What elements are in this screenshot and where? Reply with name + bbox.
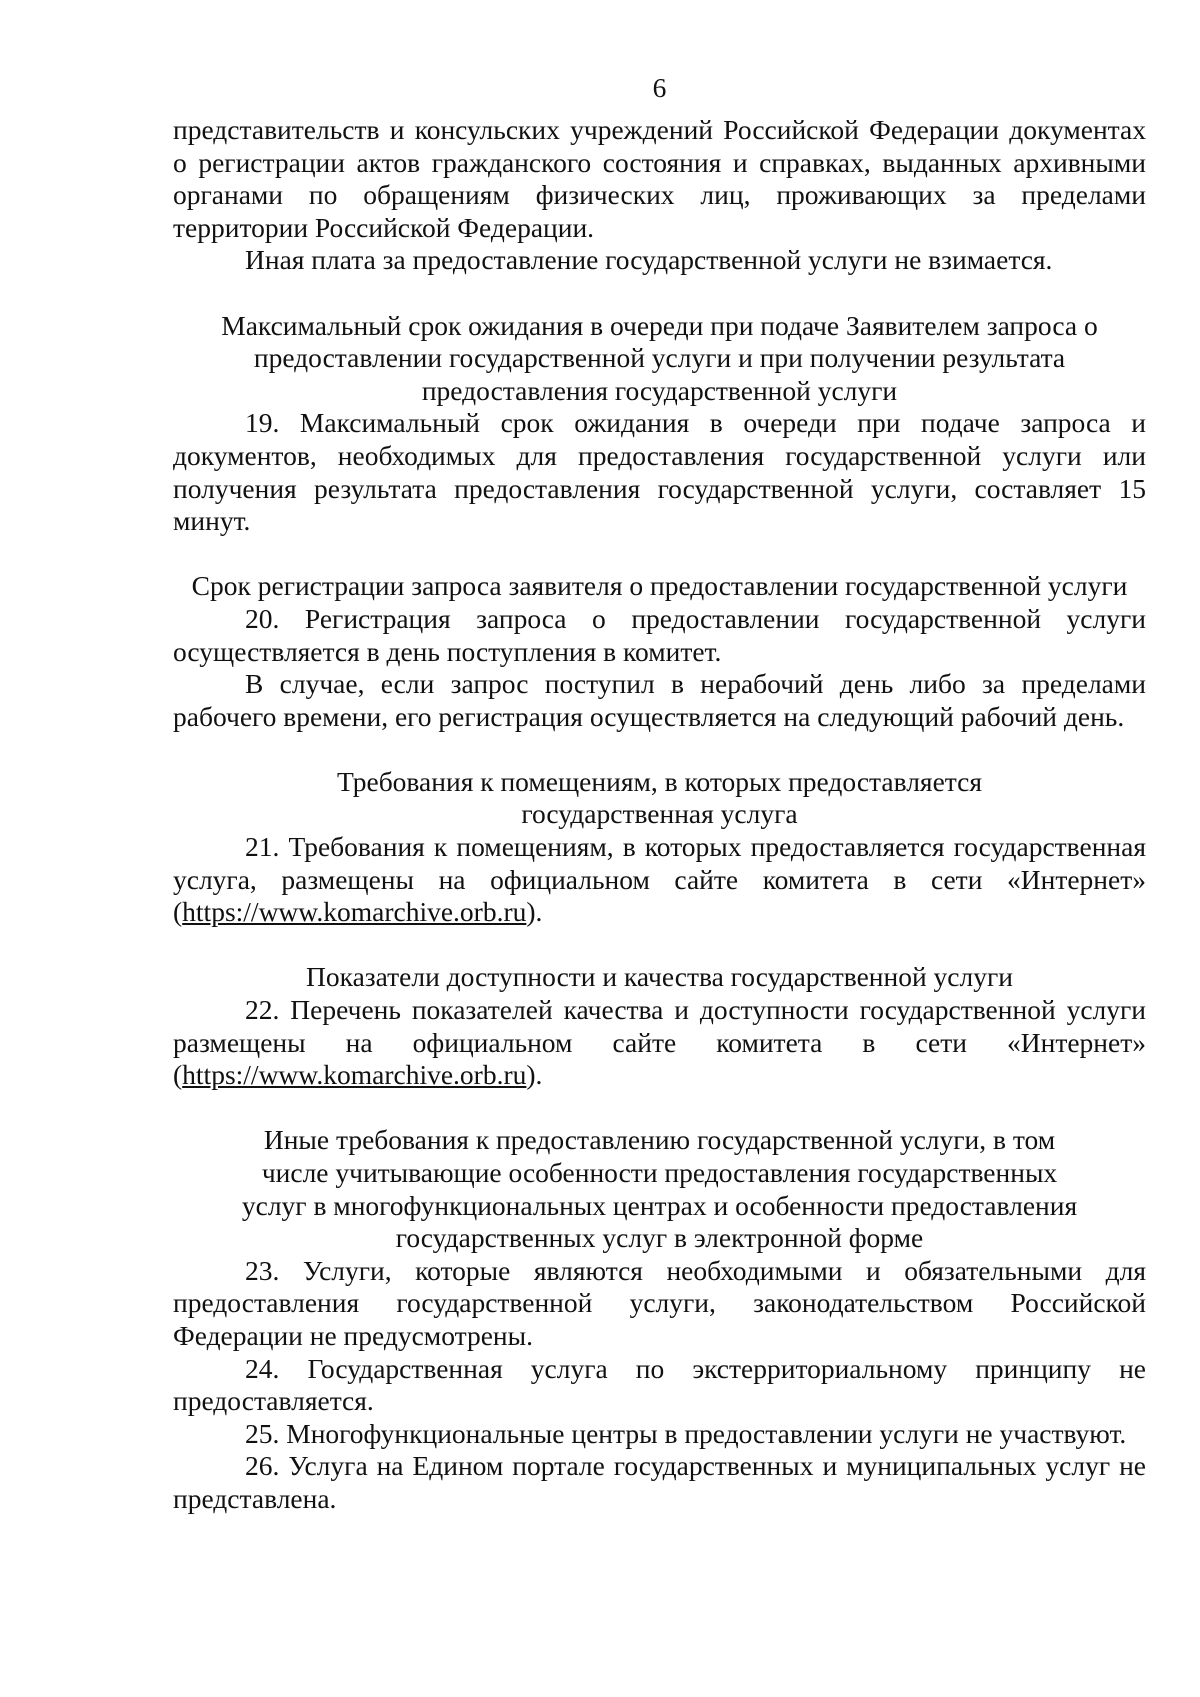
paragraph-21 xyxy=(173,831,1146,929)
spacer xyxy=(173,929,1146,962)
paragraph-23: 23. Услуги, которые являются необходимыми и обязательными для предоставления государственной услуги, законодательством Российской Федерации не предусмотрены. xyxy=(173,1254,1146,1351)
paragraph-21-end: ). xyxy=(526,896,543,928)
document-page xyxy=(173,72,1146,1516)
section-heading-queue-time: Максимальный срок ожидания в очереди при подаче Заявителем запроса о предоставлении государственной услуги и при получении результата предоставления государственной услуги xyxy=(221,309,1098,406)
paragraph-22 xyxy=(173,994,1146,1092)
section-heading-quality-indicators: Показатели доступности и качества государственной услуги xyxy=(306,961,1013,993)
paragraph-continuation: представительств и консульских учреждений Российской Федерации документах о регистрации актов гражданского состояния и справках, выданных архивными органами по обращениям физических лиц, проживающих за пределами территории Российской Федерации. xyxy=(173,114,1146,243)
paragraph-22-end: ). xyxy=(526,1059,543,1091)
section-heading-registration-term: Срок регистрации запроса заявителя о предоставлении государственной услуги xyxy=(191,570,1128,602)
spacer xyxy=(173,733,1146,766)
spacer xyxy=(173,1092,1146,1125)
spacer xyxy=(173,277,1146,310)
paragraph-26: 26. Услуга на Едином портале государственных и муниципальных услуг не представлена. xyxy=(173,1450,1146,1514)
komarchive-link[interactable]: https://www.komarchive.orb.ru xyxy=(182,896,527,928)
section-heading-premises: Требования к помещениям, в которых предоставляется государственная услуга xyxy=(336,765,982,830)
page-number: 6 xyxy=(652,72,667,103)
paragraph-24: 24. Государственная услуга по экстерриториальному принципу не предоставляется. xyxy=(173,1352,1146,1417)
spacer xyxy=(173,538,1146,571)
section-heading-other-requirements: Иные требования к предоставлению государственной услуги, в том числе учитывающие особенности предоставления государственных услуг в многофункциональных центрах и особенности предоставления государственных услуг в электронной форме xyxy=(241,1124,1078,1254)
paragraph-25: 25. Многофункциональные центры в предоставлении услуги не участвуют. xyxy=(245,1417,1127,1449)
paragraph-20: 20. Регистрация запроса о предоставлении государственной услуги осуществляется в день поступления в комитет. xyxy=(173,602,1146,667)
paragraph-21-text: 21. Требования к помещениям, в которых предоставляется государственная услуга, размещены на официальном сайте комитета в сети «Интернет» ( xyxy=(173,831,1146,928)
komarchive-link[interactable]: https://www.komarchive.orb.ru xyxy=(182,1059,527,1091)
paragraph-20-continued: В случае, если запрос поступил в нерабочий день либо за пределами рабочего времени, его регистрация осуществляется на следующий рабочий день. xyxy=(173,668,1146,732)
paragraph-19: 19. Максимальный срок ожидания в очереди при подаче запроса и документов, необходимых для предоставления государственной услуги или получения результата предоставления государственной услуги, составляет 15 минут. xyxy=(173,407,1146,537)
paragraph-22-text: 22. Перечень показателей качества и доступности государственной услуги размещены на официальном сайте комитета в сети «Интернет» ( xyxy=(173,994,1146,1091)
paragraph-other-fee: Иная плата за предоставление государственной услуги не взимается. xyxy=(245,244,1053,276)
